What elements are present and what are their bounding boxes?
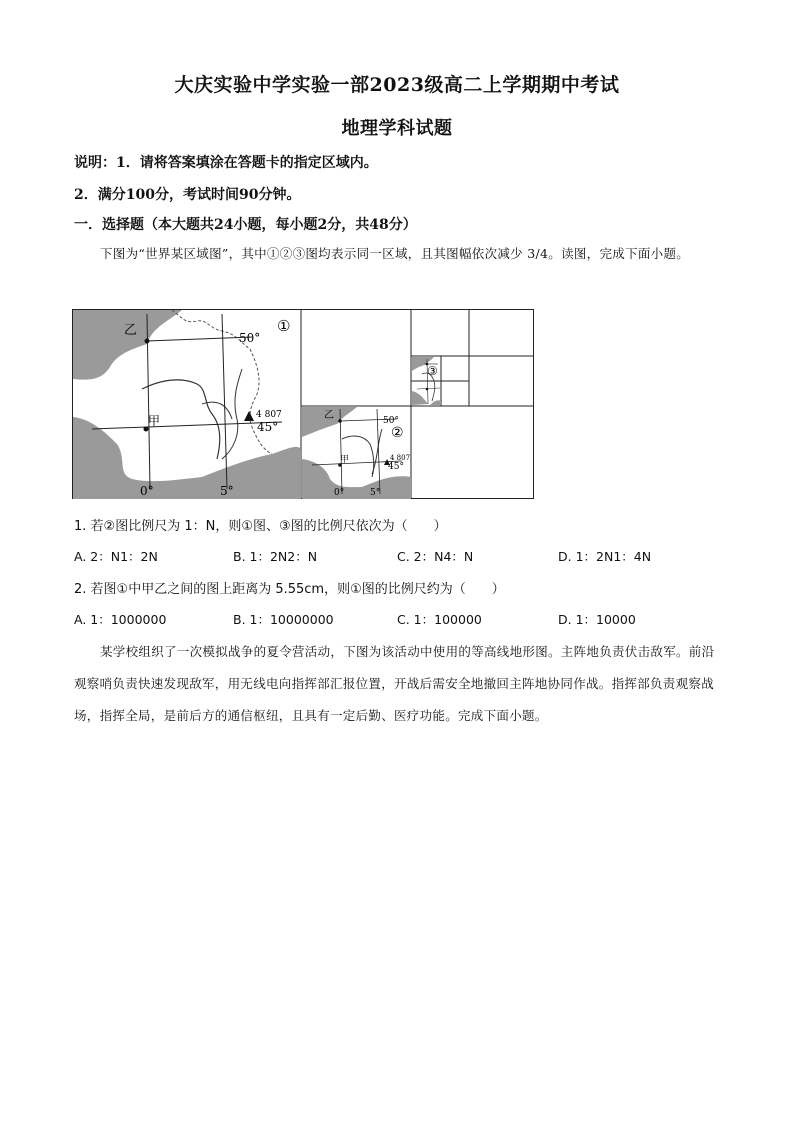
question-1-option-b[interactable]: B. 1：2N2：N [233, 549, 318, 564]
question-1-stem: 1. 若②图比例尺为 1：N，则①图、③图的比例尺依次为（ ） [74, 519, 447, 534]
instruction-line-1: 说明：1．请将答案填涂在答题卡的指定区域内。 [74, 155, 378, 171]
label-lon-0: 0° [140, 484, 154, 498]
question-2-option-b[interactable]: B. 1：10000000 [233, 612, 334, 627]
question-2-stem: 2. 若图①中甲乙之间的图上距离为 5.55cm，则①图的比例尺约为（ ） [74, 582, 505, 597]
label-peak: 4 807 [256, 410, 282, 420]
instruction-line-2: 2．满分100分，考试时间90分钟。 [74, 187, 301, 203]
question-1-option-c[interactable]: C. 2：N4：N [397, 549, 474, 564]
region-map-figure [72, 309, 534, 499]
exam-subject: 地理学科试题 [341, 118, 453, 139]
map-2-label: ② [391, 425, 404, 441]
label-lon-5-small: 5° [370, 488, 381, 498]
question-2-option-c[interactable]: C. 1：100000 [397, 612, 482, 627]
map-3-label: ③ [427, 364, 438, 378]
section-heading: 一．选择题（本大题共24小题，每小题2分，共48分） [74, 217, 417, 233]
label-jia: 甲 [148, 414, 161, 428]
passage-paragraph: 某学校组织了一次模拟战争的夏令营活动，下图为该活动中使用的等高线地形图。主阵地负责伏击敌军。前沿观察哨负责快速发现敌军，用无线电向指挥部汇报位置，开战后需安全地撤回主阵地协同作战。指挥部负责观察战场，指挥全局，是前后方的通信枢纽，且具有一定后勤、医疗功能。完成下面小题。 [74, 644, 715, 723]
label-lon-0-small: 0° [334, 488, 345, 498]
label-lat-50: 50° [239, 331, 261, 345]
exam-title: 大庆实验中学实验一部2023级高二上学期期中考试 [174, 74, 620, 96]
question-2-option-a[interactable]: A. 1：1000000 [74, 612, 167, 627]
region-map-svg [72, 309, 534, 499]
question-2-option-d[interactable]: D. 1：10000 [558, 612, 636, 627]
map-1-label: ① [277, 317, 291, 335]
label-yi-small: 乙 [324, 410, 334, 421]
label-jia-small: 甲 [340, 455, 350, 465]
intro-paragraph: 下图为“世界某区域图”，其中①②③图均表示同一区域，且其图幅依次减少 3/4。读图，完成下面小题。 [100, 246, 690, 261]
question-1-option-d[interactable]: D. 1：2N1：4N [558, 549, 652, 564]
label-peak-small: 4 807 [390, 454, 411, 462]
question-1-option-a[interactable]: A. 2：N1：2N [74, 549, 158, 564]
label-lat-45-small: 45° [388, 462, 404, 472]
label-yi: 乙 [124, 323, 138, 338]
label-lon-5: 5° [220, 484, 234, 498]
label-lat-50-small: 50° [383, 416, 399, 426]
label-lat-45: 45° [257, 420, 279, 434]
